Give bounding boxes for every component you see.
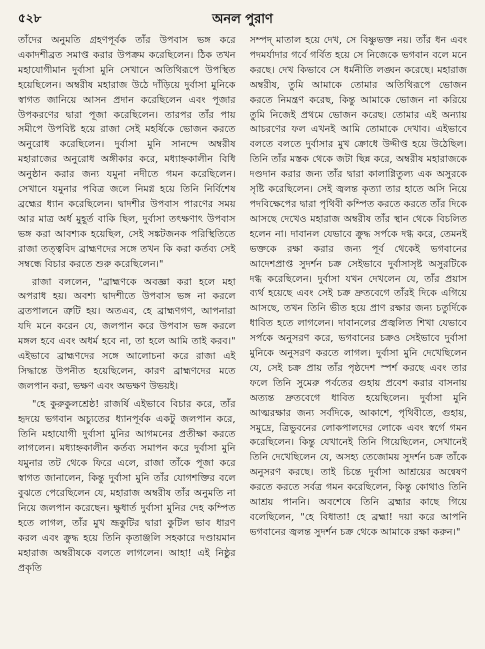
page-number: ৫২৮ xyxy=(18,11,42,25)
paragraph: সম্পদ্ মাতাল হয়ে দেখ, সে বিষ্ণুভক্ত নয়। তাঁর ধন এবং পদমর্যাদার গর্বে গর্বিত হয়ে সে নিজেকে ভগবান বলে মনে করছে। দেখ কিভাবে সে ধর্মনীতি লঙ্ঘন করেছে। মহারাজ অম্বরীষ, তুমি আমাকে তোমার অতিথিরূপে ভোজন করতে নিমন্ত্রণ করেছ, কিন্তু আমাকে ভোজন না করিয়ে তুমি নিজেই প্রথমে ভোজন করেছ। তোমার এই অন্যায় আচরণের ফল এখনই আমি তোমাকে দেখাব। এইভাবে বলতে বলতে দুর্বাসার মুখ ক্রোধে উদ্দীপ্ত হয়ে উঠেছিল। তিনি তাঁর মস্তক থেকে জটা ছিন্ন করে, অম্বরীষ মহারাজকে দণ্ডদান করার জন্য তাঁর দ্বারা কালাগ্নিতুল্য এক অসুরকে সৃষ্টি করেছিলেন। সেই জ্বলন্ত কৃত্যা তার হাতে অসি নিয়ে পদবিক্ষেপের দ্বারা পৃথিবী কম্পিত করতে করতে তাঁর দিকে আসছে দেখেও মহারাজ অম্বরীষ তাঁর স্থান থেকে বিচলিত হলেন না। দাবানল যেভাবে ক্রুদ্ধ সর্পকে দগ্ধ করে, তেমনই ভক্তকে রক্ষা করার জন্য পূর্ব থেকেই ভগবানের আদেশপ্রাপ্ত সুদর্শন চক্র সেইভাবে দুর্বাসাসৃষ্ট অসুরটিকে দগ্ধ করেছিলেন। দুর্বাসা যখন দেখলেন যে, তাঁর প্রয়াস ব্যর্থ হয়েছে এবং সেই চক্র দ্রুতবেগে তাঁরই দিকে এগিয়ে আসছে, তখন তিনি ভীত হয়ে প্রাণ রক্ষার জন্য চতুর্দিকে ধাবিত হতে লাগলেন। দাবানলের প্রজ্বলিত শিখা যেভাবে সর্পকে অনুসরণ করে, ভগবানের চক্রও সেইভাবে দুর্বাসা মুনিকে অনুসরণ করতে লাগল। দুর্বাসা মুনি দেখেছিলেন যে, সেই চক্র প্রায় তাঁর পৃষ্ঠদেশ স্পর্শ করছে এবং তার ফলে তিনি সুমেরু পর্বতের গুহায় প্রবেশ করার বাসনায় অত্যন্ত দ্রুতবেগে ধাবিত হয়েছিলেন। দুর্বাসা মুনি আত্মরক্ষার জন্য সর্বদিকে, আকাশে, পৃথিবীতে, গুহায়, সমুদ্রে, ত্রিভুবনের লোকপালদের লোকে এবং স্বর্গে গমন করেছিলেন। কিন্তু যেখানেই তিনি গিয়েছিলেন, সেখানেই তিনি দেখেছিলেন যে, অসহ্য তেজোময় সুদর্শন চক্র তাঁকে অনুসরণ করছে। তাই চিন্তে দুর্বাসা আশ্রয়ের অন্বেষণ করতে করতে সর্বত্র গমন করেছিলেন, কিন্তু কোথাও তিনি আশ্রয় পাননি। অবশেষে তিনি ব্রহ্মার কাছে গিয়ে বলেছিলেন, "হে বিধাতা! হে ব্রহ্মা! দয়া করে আপনি ভগবানের জ্বলন্ত সুদর্শন চক্র থেকে আমাকে রক্ষা করুন।" xyxy=(249,35,467,538)
paragraph: তাঁদের অনুমতি গ্রহণপূর্বক তাঁর উপবাস ভঙ্গ করে একাদশীব্রত সমাপ্ত করার উপক্রম করেছিলেন। ঠিক তখন মহাযোগীমান দুর্বাসা মুনি সেখানে অতিথিরূপে উপস্থিত হয়েছিলেন। অম্বরীষ মহারাজ উঠে দাঁড়িয়ে দুর্বাসা মুনিকে স্বাগত জানিয়ে আসন প্রদান করেছিলেন এবং পূজার উপকরণের দ্বারা পূজা করেছিলেন। তারপর তাঁর পায় সমীপে উপবিষ্ট হয়ে রাজা সেই মহর্ষিকে ভোজন করতে অনুরোধ করেছিলেন। দুর্বাসা মুনি সানন্দে অম্বরীষ মহারাজের অনুরোধ অঙ্গীকার করে, মধ্যাহ্নকালীন বিধি অনুষ্ঠান করার জন্য যমুনা নদীতে গমন করেছিলেন। সেখানে যমুনার পবিত্র জলে নিমগ্ন হয়ে তিনি নির্বিশেষ ব্রহ্মের ধ্যান করেছিলেন। দ্বাদশীর উপবাস পারণের সময় আর মাত্র অর্ধ মুহূর্ত বাকি ছিল, দুর্বাসা তৎক্ষণাৎ উপবাস ভঙ্গ করা আবশ্যক হয়েছিল, সেই সঙ্কটজনক পরিস্থিতিতে রাজা তত্ত্ববিদ ব্রাহ্মণদের সঙ্গে তখন কি করা কর্তব্য সেই সম্বন্ধে বিচার করতে শুরু করেছিলেন।" xyxy=(18,35,236,270)
paragraph: "হে কুরুকুলশ্রেষ্ঠ! রাজর্ষি এইভাবে বিচার করে, তাঁর হৃদয়ে ভগবান অচ্যুতের ধ্যানপূর্বক একটু জলপান করে, তিনি মহাযোগী দুর্বাসা মুনির আগমনের প্রতীক্ষা করতে লাগলেন। মধ্যাহ্নকালীন কর্তব্য সমাপন করে দুর্বাসা মুনি যমুনার তট থেকে ফিরে এলে, রাজা তাঁকে পূজা করে স্বাগত জানালেন, কিন্তু দুর্বাসা মুনি তাঁর যোগশক্তির বলে বুঝতে পেরেছিলেন যে, মহারাজ অম্বরীষ তাঁর অনুমতি না নিয়ে জলপান করেছেন। ক্ষুধার্ত দুর্বাসা মুনির দেহ কম্পিত হতে লাগল, তাঁর মুখ ভ্রূকুটির দ্বারা কুটিল ভাব ধারণ করল এবং ক্রুদ্ধ হয়ে তিনি কৃতাঞ্জলি সহকারে দণ্ডায়মান মহারাজ অম্বরীষকে বলতে লাগলেন। আহা! এই নিষ্ঠুর প্রকৃতি xyxy=(18,398,236,574)
page-header xyxy=(18,10,467,30)
page-title: অনল পুরাণ xyxy=(212,12,273,27)
left-column xyxy=(18,34,236,639)
text-columns xyxy=(18,34,467,639)
paragraph: রাজা বললেন, "ব্রাহ্মণকে অবজ্ঞা করা হলে মহা অপরাধ হয়। অবশ্য দ্বাদশীতে উপবাস ভঙ্গ না করলে ব্রতপালনে ত্রুটি হয়। অতএব, হে ব্রাহ্মণগণ, আপনারা যদি মনে করেন যে, জলপান করে উপবাস ভঙ্গ করলে মঙ্গল হবে এবং অধর্ম হবে না, তা হলে আমি তাই করব।" এইভাবে ব্রাহ্মণদের সঙ্গে আলোচনা করে রাজা এই সিদ্ধান্তে উপনীত হয়েছিলেন, কারণ ব্রাহ্মণদের মতে জলপান করা, ভক্ষণ এবং অভক্ষণ উভয়ই। xyxy=(18,276,236,392)
right-column xyxy=(250,34,468,639)
